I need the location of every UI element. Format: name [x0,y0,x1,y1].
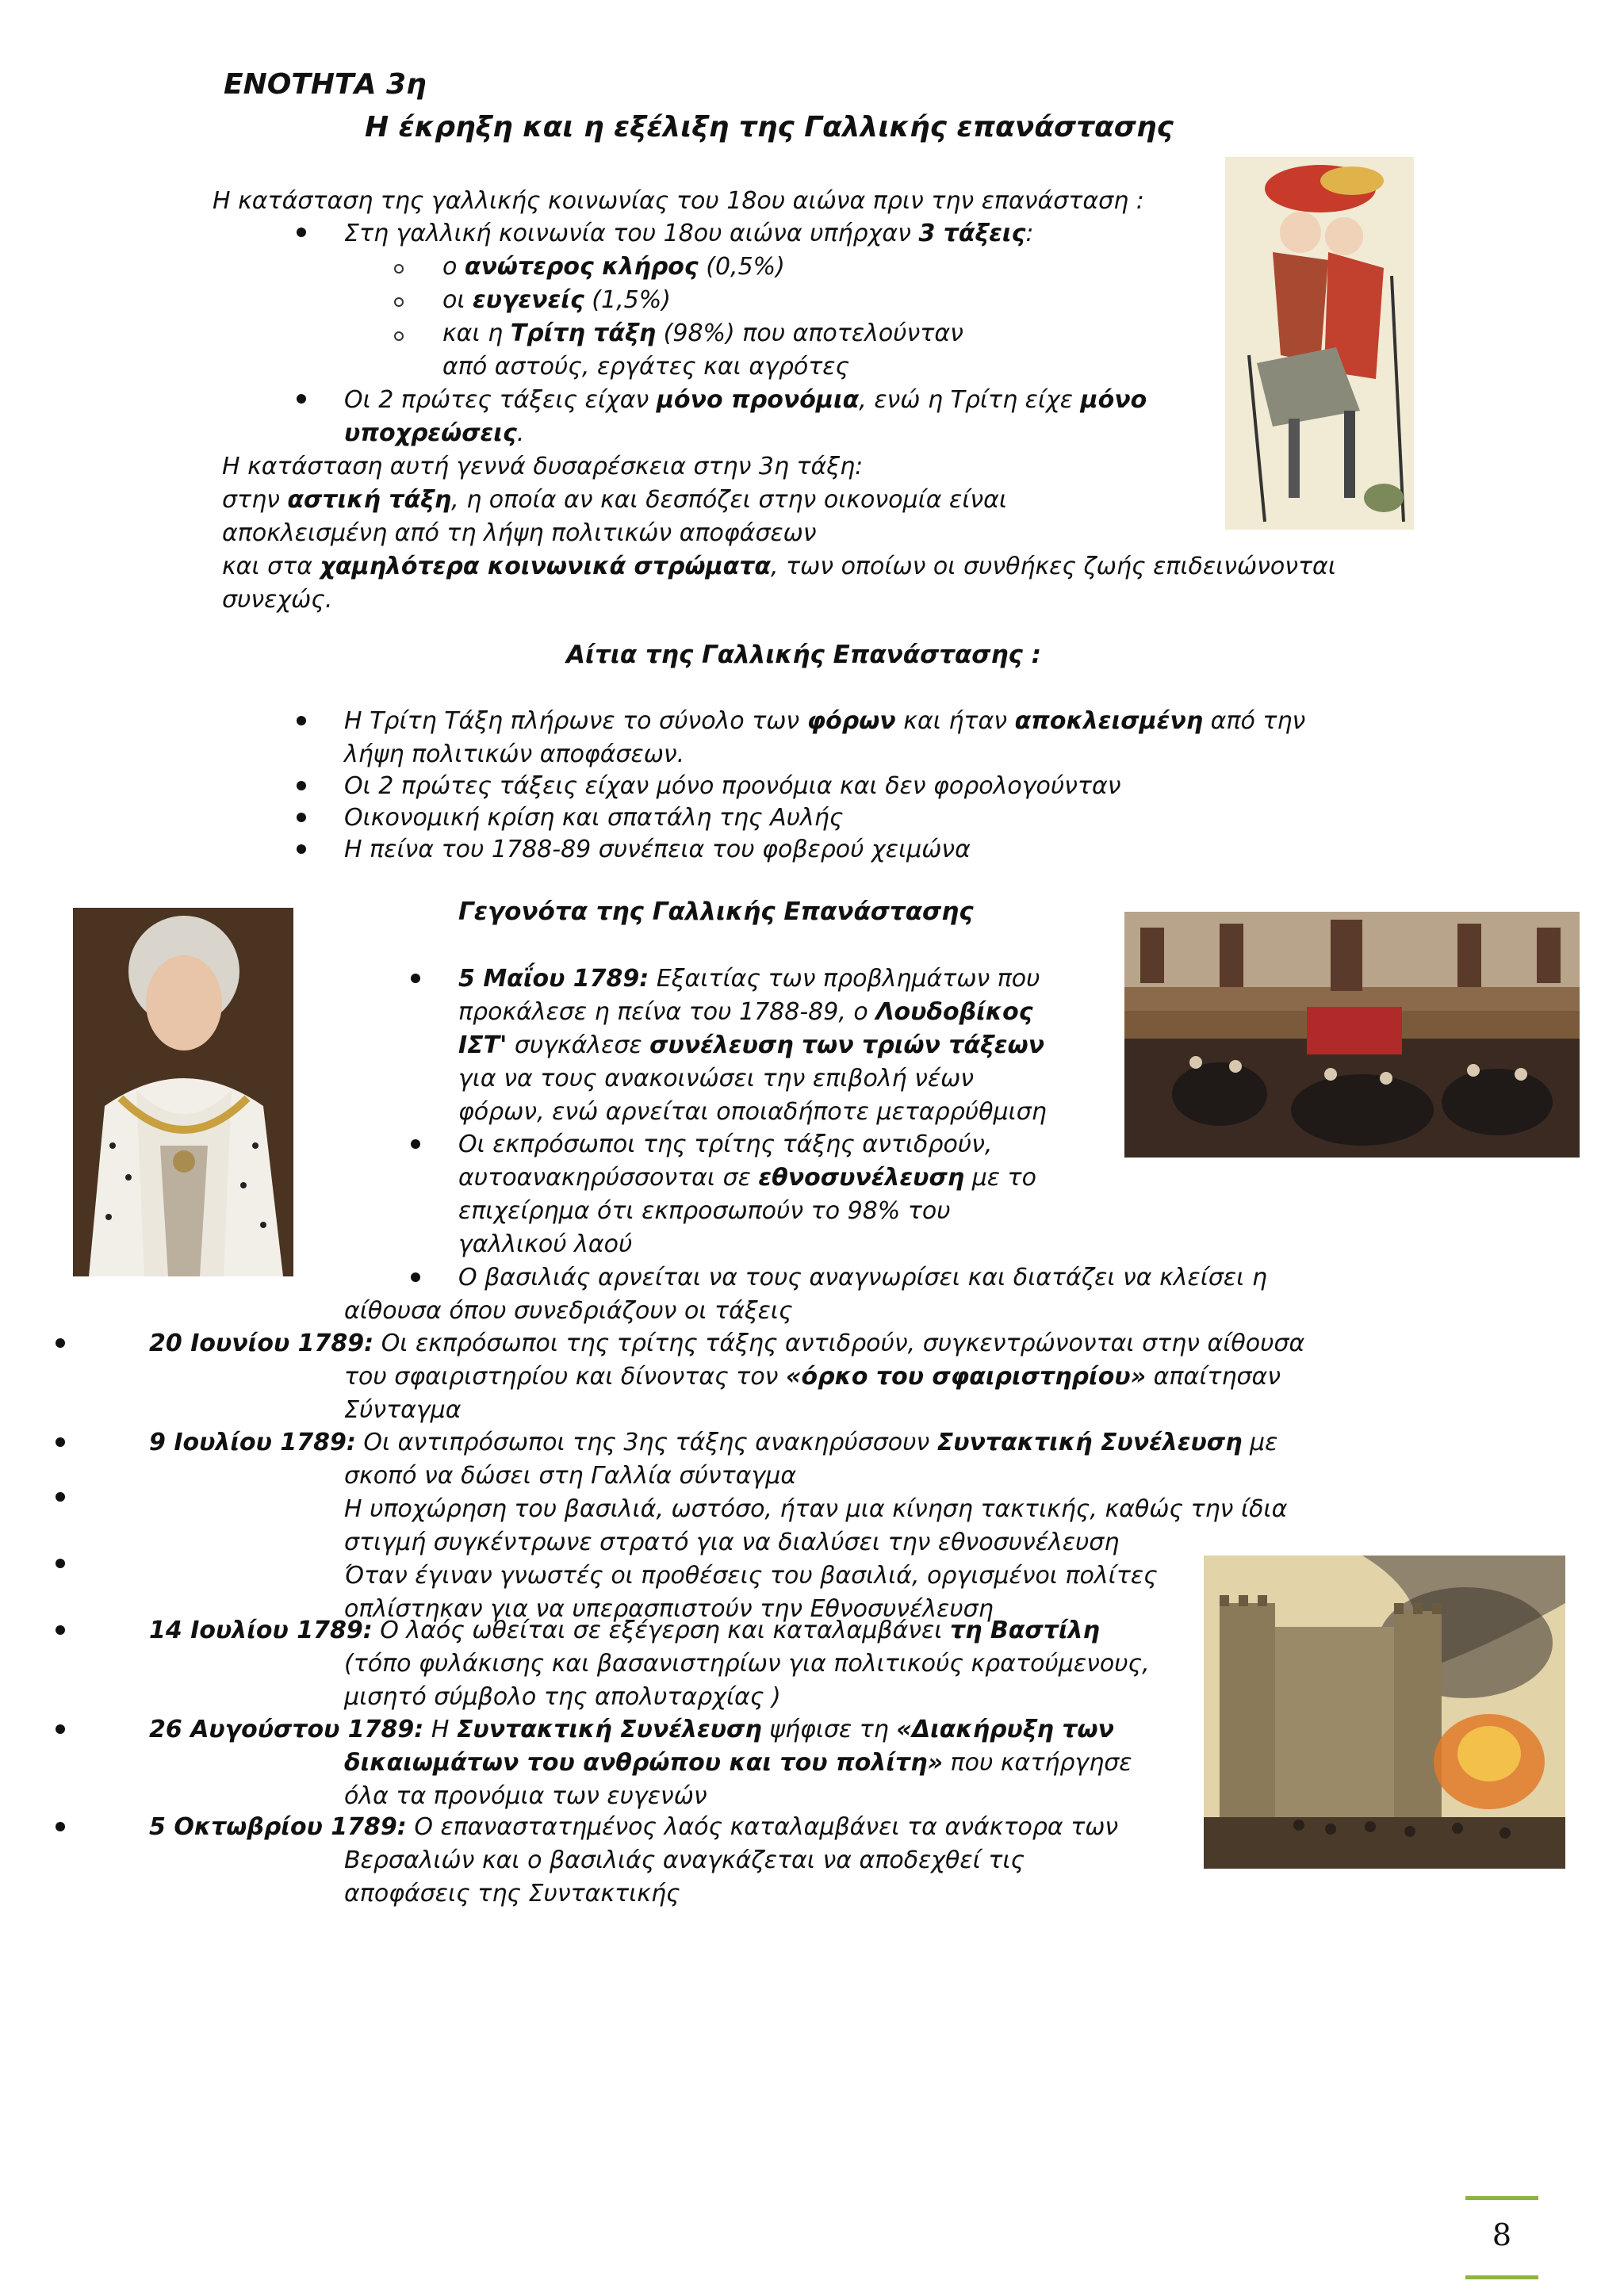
event-5-october-1789-line2: Βερσαλιών και ο βασιλιάς αναγκάζεται να αποδεχθεί τις [344,1846,1025,1874]
event-26-august-1789-line3: όλα τα προνόμια των ευγενών [344,1782,707,1810]
event-5-may-1789: 5 Μαΐου 1789: Εξαιτίας των προβλημάτων που [458,965,1040,993]
event-20-june-1789: 20 Ιουνίου 1789: Οι εκπρόσωποι της τρίτης τάξης αντιδρούν, συγκεντρώνονται στην αίθουσα [149,1330,1305,1357]
bullet-marker [297,716,306,725]
bullet-marker [56,1437,65,1447]
event-5-october-1789-line3: αποφάσεις της Συντακτικής [344,1880,680,1908]
event-king-tactic: Η υποχώρηση του βασιλιά, ωστόσο, ήταν μια κίνηση τακτικής, καθώς την ίδια [344,1495,1288,1523]
sub-bullet-marker [394,264,404,274]
event-5-may-1789-line5: φόρων, ενώ αρνείται οποιαδήποτε μεταρρύθμιση [458,1098,1047,1126]
bullet-marker [297,394,306,404]
privileges-item-cont: υποχρεώσεις. [344,419,525,447]
event-citizens-armed-line2: οπλίστηκαν για να υπερασπιστούν την Εθνοσυνέλευση [344,1595,994,1623]
estates-count-item: Στη γαλλική κοινωνία του 18ου αιώνα υπήρχαν 3 τάξεις: [344,220,1034,247]
bullet-marker [411,1272,420,1282]
discontent-text: Η κατάσταση αυτή γεννά δυσαρέσκεια στην 3η τάξη: [222,453,864,480]
cause-economic-crisis: Οικονομική κρίση και σπατάλη της Αυλής [344,804,844,832]
event-king-refuses: Ο βασιλιάς αρνείται να τους αναγνωρίσει και διατάζει να κλείσει η [458,1264,1267,1292]
bullet-marker [297,781,306,790]
page-number-box [1465,2196,1538,2279]
bourgeoisie-text: στην αστική τάξη, η οποία αν και δεσπόζει στην οικονομία είναι [222,486,1008,514]
event-14-july-1789-line2: (τόπο φυλάκισης και βασανιστηρίων για πολιτικούς κρατούμενους, [344,1650,1150,1678]
unit-heading: ΕΝΟΤΗΤΑ 3η [224,68,427,101]
estate-nobility: οι ευγενείς (1,5%) [442,286,671,314]
estate-third: και η Τρίτη τάξη (98%) που αποτελούνταν [442,320,963,347]
storming-of-bastille-painting [1204,1556,1565,1869]
three-estates-caricature-image [1225,157,1414,530]
bullet-marker [297,228,306,237]
event-citizens-armed: Όταν έγιναν γνωστές οι προθέσεις του βασιλιά, οργισμένοι πολίτες [344,1562,1158,1590]
event-20-june-1789-line2: του σφαιριστηρίου και δίνοντας τον «όρκο του σφαιριστηρίου» απαίτησαν [344,1363,1281,1391]
bullet-marker [56,1625,65,1635]
event-king-tactic-line2: στιγμή συγκέντρωνε στρατό για να διαλύσει την εθνοσυνέλευση [344,1529,1120,1556]
society-intro: Η κατάσταση της γαλλικής κοινωνίας του 18ου αιώνα πριν την επανάσταση : [213,187,1144,215]
event-5-may-1789-line3: ΙΣΤ' συγκάλεσε συνέλευση των τριών τάξεων [458,1031,1045,1059]
event-5-may-1789-line2: προκάλεσε η πείνα του 1788-89, ο Λουδοβίκος [458,998,1033,1026]
estate-third-composition: από αστούς, εργάτες και αγρότες [442,353,850,381]
bullet-marker [411,974,420,983]
event-national-assembly-line2: αυτοανακηρύσσονται σε εθνοσυνέλευση με το [458,1164,1036,1192]
sub-bullet-marker [394,297,404,307]
bullet-marker [56,1724,65,1734]
event-5-october-1789: 5 Οκτωβρίου 1789: Ο επαναστατημένος λαός καταλαμβάνει τα ανάκτορα των [149,1813,1119,1841]
event-king-refuses-line2: αίθουσα όπου συνεδριάζουν οι τάξεις [344,1297,793,1325]
events-heading: Γεγονότα της Γαλλικής Επανάστασης [458,897,974,926]
lower-strata-text-cont: συνεχώς. [222,586,333,614]
event-26-august-1789-line2: δικαιωμάτων του ανθρώπου και του πολίτη» που κατήργησε [344,1749,1132,1777]
event-26-august-1789: 26 Αυγούστου 1789: Η Συντακτική Συνέλευση ψήφισε τη «Διακήρυξη των [149,1716,1114,1743]
event-9-july-1789-line2: σκοπό να δώσει στη Γαλλία σύνταγμα [344,1462,797,1490]
estates-general-painting [1124,912,1580,1158]
lower-strata-text: και στα χαμηλότερα κοινωνικά στρώματα, των οποίων οι συνθήκες ζωής επιδεινώνονται [222,553,1336,580]
event-14-july-1789-line3: μισητό σύμβολο της απολυταρχίας ) [344,1683,781,1711]
privileges-item: Οι 2 πρώτες τάξεις είχαν μόνο προνόμια, ενώ η Τρίτη είχε μόνο [344,386,1147,414]
page-title: Η έκρηξη και η εξέλιξη της Γαλλικής επανάστασης [365,111,1174,144]
event-national-assembly-line3: επιχείρημα ότι εκπροσωπούν το 98% του [458,1197,951,1225]
event-5-may-1789-line4: για να τους ανακοινώσει την επιβολή νέων [458,1065,974,1093]
causes-heading: Αίτια της Γαλλικής Επανάστασης : [566,641,1042,669]
cause-privileges: Οι 2 πρώτες τάξεις είχαν μόνο προνόμια και δεν φορολογούνταν [344,772,1121,800]
event-national-assembly: Οι εκπρόσωποι της τρίτης τάξης αντιδρούν, [458,1131,993,1158]
page-number: 8 [1492,2218,1512,2252]
cause-taxes: Η Τρίτη Τάξη πλήρωνε το σύνολο των φόρων και ήταν αποκλεισμένη από την [344,707,1306,735]
bullet-marker [411,1139,420,1149]
louis-xvi-portrait-image [73,908,293,1276]
event-14-july-1789: 14 Ιουλίου 1789: Ο λαός ωθείται σε εξέγερση και καταλαμβάνει τη Βαστίλη [149,1617,1100,1644]
event-national-assembly-line4: γαλλικού λαού [458,1230,633,1258]
bourgeoisie-text-cont: αποκλεισμένη από τη λήψη πολιτικών αποφάσεων [222,519,817,547]
bullet-marker [56,1822,65,1831]
bullet-marker [297,844,306,854]
cause-famine: Η πείνα του 1788-89 συνέπεια του φοβερού χειμώνα [344,836,971,863]
estate-clergy: ο ανώτερος κλήρος (0,5%) [442,253,785,281]
bullet-marker [56,1492,65,1502]
bullet-marker [56,1338,65,1348]
event-9-july-1789: 9 Ιουλίου 1789: Οι αντιπρόσωποι της 3ης τάξης ανακηρύσσουν Συντακτική Συνέλευση με [149,1429,1278,1456]
cause-taxes-cont: λήψη πολιτικών αποφάσεων. [344,740,685,768]
sub-bullet-marker [394,331,404,341]
event-20-june-1789-line3: Σύνταγμα [344,1396,462,1424]
bullet-marker [297,813,306,822]
bullet-marker [56,1559,65,1568]
